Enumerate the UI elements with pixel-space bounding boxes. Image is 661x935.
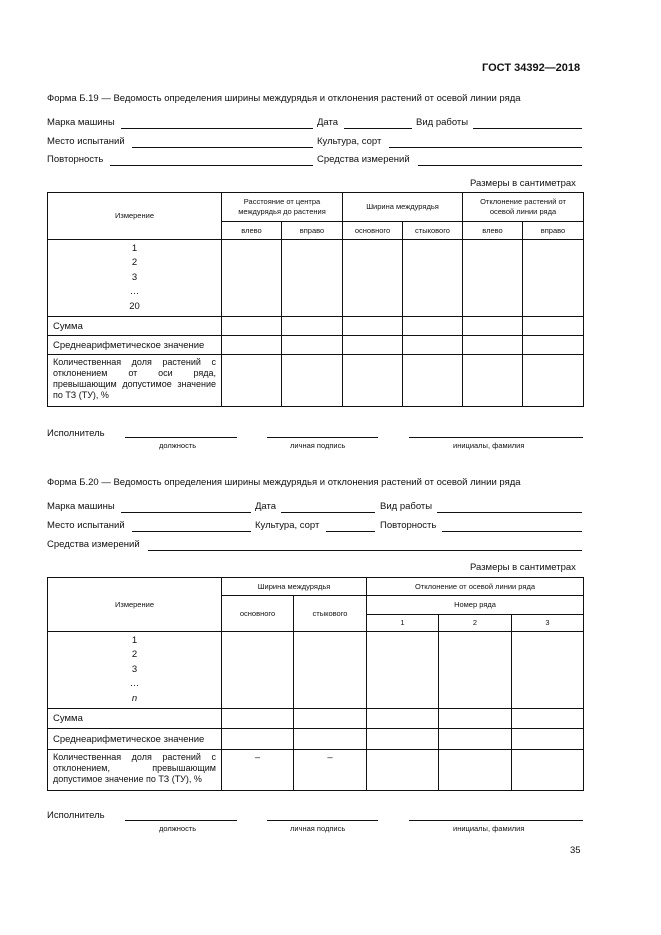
form20-machine-brand-field[interactable] <box>121 512 251 513</box>
table-cell[interactable] <box>343 317 403 336</box>
form19-tools-field[interactable] <box>418 165 582 166</box>
table-cell[interactable] <box>282 240 343 317</box>
table-cell[interactable] <box>512 729 584 750</box>
form19-executor-label: Исполнитель <box>47 428 105 439</box>
form20-units-note: Размеры в сантиметрах <box>470 562 576 573</box>
form20-crop-label: Культура, сорт <box>255 520 320 531</box>
list-item: 2 <box>131 649 138 661</box>
table-cell[interactable] <box>439 750 512 791</box>
table-cell[interactable] <box>367 632 439 709</box>
form20-signature-field[interactable] <box>267 820 378 821</box>
form20-row-num-2: 2 <box>439 615 512 632</box>
table-cell: – <box>222 750 294 791</box>
form19-col-distance: Расстояние от центра междурядья до растения <box>222 193 343 222</box>
form19-test-site-field[interactable] <box>132 147 313 148</box>
table-cell[interactable] <box>222 729 294 750</box>
table-cell[interactable] <box>282 317 343 336</box>
form19-title: Форма Б.19 — Ведомость определения ширины междурядья и отклонения растений от осевой линии ряда <box>47 93 521 104</box>
form20-machine-brand-label: Марка машины <box>47 501 115 512</box>
table-cell[interactable] <box>523 355 584 407</box>
table-cell[interactable] <box>463 355 523 407</box>
table-cell[interactable] <box>343 355 403 407</box>
form19-sub-left: влево <box>222 222 282 240</box>
form19-units-note: Размеры в сантиметрах <box>470 178 576 189</box>
form20-initials-caption: инициалы, фамилия <box>453 824 525 833</box>
form20-date-label: Дата <box>255 501 277 512</box>
form19-sub-main: основного <box>343 222 403 240</box>
table-cell[interactable] <box>523 317 584 336</box>
form20-col-measurement: Измерение <box>48 578 222 632</box>
table-cell[interactable] <box>439 729 512 750</box>
table-cell[interactable] <box>403 317 463 336</box>
form19-crop-label: Культура, сорт <box>317 136 382 147</box>
table-cell[interactable] <box>403 240 463 317</box>
form20-executor-label: Исполнитель <box>47 810 105 821</box>
form20-position-caption: должность <box>159 824 197 833</box>
table-cell[interactable] <box>343 240 403 317</box>
form20-test-site-label: Место испытаний <box>47 520 125 531</box>
list-item: 20 <box>129 300 140 312</box>
table-cell[interactable] <box>282 336 343 355</box>
form19-tools-label: Средства измерений <box>317 154 410 165</box>
form19-col-deviation: Отклонение растений от осевой линии ряда <box>463 193 584 222</box>
table-cell[interactable] <box>512 750 584 791</box>
form20-sub-joint: стыкового <box>294 596 367 632</box>
form20-date-field[interactable] <box>281 512 375 513</box>
table-cell[interactable] <box>367 729 439 750</box>
table-cell[interactable] <box>439 709 512 729</box>
form20-signature-caption: личная подпись <box>290 824 346 833</box>
table-cell[interactable] <box>294 632 367 709</box>
list-item: … <box>129 678 140 690</box>
table-cell[interactable] <box>222 355 282 407</box>
list-item: 3 <box>131 663 138 675</box>
list-item: 2 <box>131 257 138 269</box>
form20-table <box>47 577 584 791</box>
form19-date-field[interactable] <box>344 128 412 129</box>
form19-crop-field[interactable] <box>389 147 582 148</box>
form19-machine-brand-label: Марка машины <box>47 117 115 128</box>
table-cell[interactable] <box>523 240 584 317</box>
form19-col-width: Ширина междурядья <box>343 193 463 222</box>
list-item: 3 <box>131 271 138 283</box>
table-cell[interactable] <box>222 317 282 336</box>
table-cell[interactable] <box>222 336 282 355</box>
table-cell[interactable] <box>343 336 403 355</box>
table-cell[interactable] <box>222 632 294 709</box>
form20-row-number-header: Номер ряда <box>367 596 584 615</box>
form19-signature-caption: личная подпись <box>290 441 346 450</box>
form19-repetition-field[interactable] <box>110 165 313 166</box>
table-cell[interactable] <box>463 317 523 336</box>
form19-work-type-label: Вид работы <box>416 117 469 128</box>
table-cell[interactable] <box>512 632 584 709</box>
form20-measurement-list <box>48 632 222 709</box>
form20-position-field[interactable] <box>125 820 237 821</box>
table-cell[interactable] <box>222 709 294 729</box>
table-cell[interactable] <box>294 709 367 729</box>
table-cell[interactable] <box>523 336 584 355</box>
page-number: 35 <box>570 845 581 856</box>
form19-initials-field[interactable] <box>409 437 583 438</box>
form19-initials-caption: инициалы, фамилия <box>453 441 525 450</box>
form20-repetition-label: Повторность <box>380 520 437 531</box>
table-cell[interactable] <box>222 240 282 317</box>
form20-tools-field[interactable] <box>148 550 582 551</box>
form19-date-label: Дата <box>317 117 339 128</box>
table-cell[interactable] <box>403 355 463 407</box>
form19-position-caption: должность <box>159 441 197 450</box>
form20-sub-main: основного <box>222 596 294 632</box>
form19-sub-right: вправо <box>282 222 343 240</box>
form19-row-sum: Сумма <box>48 317 222 336</box>
form19-signature-field[interactable] <box>267 437 378 438</box>
form19-work-type-field[interactable] <box>473 128 582 129</box>
form19-sub-dev-left: влево <box>463 222 523 240</box>
table-cell[interactable] <box>367 750 439 791</box>
table-cell[interactable] <box>282 355 343 407</box>
form19-sub-joint: стыкового <box>403 222 463 240</box>
form20-row-share: Количественная доля растений с отклонением, превышающим допустимое значение по ТЗ (ТУ), % <box>48 750 222 791</box>
form19-measurement-list <box>48 240 222 317</box>
form19-row-mean: Среднеарифметическое значение <box>48 336 222 355</box>
form19-row-share: Количественная доля растений с отклонением от оси ряда, превышающим допустимое значение по ТЗ (ТУ), % <box>48 355 222 407</box>
table-cell[interactable] <box>367 709 439 729</box>
form19-position-field[interactable] <box>125 437 237 438</box>
table-cell[interactable] <box>463 240 523 317</box>
table-cell[interactable] <box>512 709 584 729</box>
form20-col-deviation: Отклонение от осевой линии ряда <box>367 578 584 596</box>
form20-tools-label: Средства измерений <box>47 539 140 550</box>
list-item: n <box>131 692 138 704</box>
form20-row-num-3: 3 <box>512 615 584 632</box>
form19-machine-brand-field[interactable] <box>121 128 313 129</box>
form19-sub-dev-right: вправо <box>523 222 584 240</box>
form19-test-site-label: Место испытаний <box>47 136 125 147</box>
form20-col-width: Ширина междурядья <box>222 578 367 596</box>
standard-code: ГОСТ 34392—2018 <box>482 62 581 74</box>
form20-work-type-label: Вид работы <box>380 501 433 512</box>
form20-title: Форма Б.20 — Ведомость определения ширины междурядья и отклонения растений от осевой линии ряда <box>47 477 521 488</box>
form20-test-site-field[interactable] <box>132 531 251 532</box>
table-cell[interactable] <box>439 632 512 709</box>
form20-work-type-field[interactable] <box>437 512 582 513</box>
form20-row-sum: Сумма <box>48 709 222 729</box>
form20-row-mean: Среднеарифметическое значение <box>48 729 222 750</box>
form19-col-measurement: Измерение <box>48 193 222 240</box>
form20-repetition-field[interactable] <box>442 531 582 532</box>
form20-crop-field[interactable] <box>326 531 375 532</box>
list-item: 1 <box>131 634 138 646</box>
form20-row-num-1: 1 <box>367 615 439 632</box>
table-cell: – <box>294 750 367 791</box>
form19-table <box>47 192 584 407</box>
table-cell[interactable] <box>294 729 367 750</box>
list-item: … <box>129 286 140 298</box>
form20-initials-field[interactable] <box>409 820 583 821</box>
list-item: 1 <box>131 242 138 254</box>
form19-repetition-label: Повторность <box>47 154 104 165</box>
table-cell[interactable] <box>463 336 523 355</box>
table-cell[interactable] <box>403 336 463 355</box>
